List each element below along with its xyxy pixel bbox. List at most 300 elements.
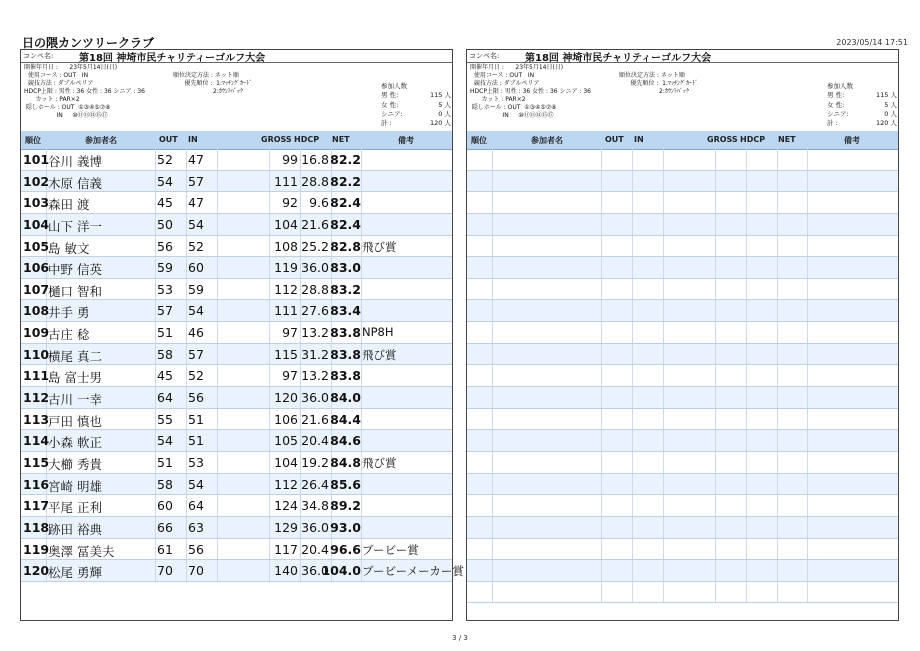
column-divider — [715, 236, 716, 257]
cell-rank: 111 — [23, 368, 50, 384]
column-divider — [777, 171, 778, 192]
column-divider — [217, 192, 218, 213]
column-divider — [632, 192, 633, 213]
count-label: 計 : — [827, 119, 838, 128]
count-label: 男 性: — [381, 91, 399, 100]
header-gross: GROSS — [707, 135, 738, 144]
column-divider — [663, 279, 664, 300]
column-divider — [632, 409, 633, 430]
cell-rank: 116 — [23, 476, 50, 492]
column-divider — [663, 214, 664, 235]
column-divider — [715, 452, 716, 473]
cell-in: 51 — [188, 411, 204, 427]
cell-out: 50 — [157, 216, 173, 232]
cell-in: 56 — [188, 390, 204, 406]
cell-rank: 104 — [23, 216, 50, 232]
count-title: 参加人数 — [381, 82, 407, 90]
cell-net: 83.4 — [330, 303, 361, 319]
column-divider — [807, 387, 808, 408]
column-divider — [715, 192, 716, 213]
cell-out: 70 — [157, 563, 173, 579]
cell-name: 跡田 裕典 — [48, 521, 102, 537]
column-divider — [807, 582, 808, 603]
column-divider — [217, 560, 218, 581]
cell-note: ブービー賞 — [362, 542, 419, 557]
cell-out: 45 — [157, 195, 173, 211]
empty-table-row — [467, 387, 898, 409]
table-row — [21, 300, 452, 322]
count-label: 女 性: — [381, 100, 399, 109]
cell-net: 82.4 — [330, 216, 361, 232]
column-divider — [777, 192, 778, 213]
cell-hdcp: 13.2 — [301, 325, 329, 341]
column-divider — [269, 171, 270, 192]
cell-in: 46 — [188, 325, 204, 341]
cell-net: 84.4 — [330, 411, 361, 427]
column-divider — [217, 539, 218, 560]
column-divider — [217, 257, 218, 278]
column-divider — [155, 517, 156, 538]
column-divider — [217, 236, 218, 257]
column-divider — [746, 430, 747, 451]
cell-name: 木原 信義 — [48, 175, 102, 191]
column-divider — [361, 300, 362, 321]
column-divider — [746, 517, 747, 538]
participant-counts — [827, 82, 897, 128]
column-divider — [632, 517, 633, 538]
column-divider — [632, 495, 633, 516]
column-divider — [601, 539, 602, 560]
column-divider — [601, 279, 602, 300]
column-divider — [777, 409, 778, 430]
cell-hdcp: 13.2 — [301, 368, 329, 384]
cell-net: 82.2 — [330, 173, 361, 189]
empty-table-row — [467, 214, 898, 236]
column-divider — [361, 214, 362, 235]
column-divider — [601, 365, 602, 386]
cell-rank: 114 — [23, 433, 50, 449]
table-row — [21, 517, 452, 539]
column-divider — [777, 149, 778, 170]
column-divider — [663, 430, 664, 451]
table-row — [21, 257, 452, 279]
competition-info: 開催年月日 : 23年5月14日(日) 使用コース : OUT IN 競技方法 : ダブルペリア HDCP上限 : 男性 : 36 女性 : 36 シニア : 36 カット : PAR×2 隠しホール : OUT ①③④⑤⑦⑧ IN ⑩⑪⑬⑭⑮⑰ — [470, 64, 592, 119]
column-divider — [217, 517, 218, 538]
cell-out: 59 — [157, 260, 173, 276]
column-divider — [715, 344, 716, 365]
column-divider — [663, 149, 664, 170]
cell-rank: 118 — [23, 519, 50, 535]
cell-name: 井手 勇 — [48, 305, 90, 321]
column-divider — [155, 539, 156, 560]
column-divider — [746, 409, 747, 430]
column-divider — [217, 149, 218, 170]
column-divider — [807, 300, 808, 321]
empty-table-row — [467, 279, 898, 301]
column-divider — [601, 560, 602, 581]
column-divider — [269, 257, 270, 278]
column-divider — [807, 171, 808, 192]
header-rank: 順位 — [471, 136, 487, 145]
column-divider — [217, 430, 218, 451]
column-divider — [186, 365, 187, 386]
column-divider — [777, 474, 778, 495]
column-divider — [663, 495, 664, 516]
count-label: シニア: — [381, 109, 403, 118]
header-rank: 順位 — [25, 136, 41, 145]
column-divider — [746, 257, 747, 278]
cell-note: 飛び賞 — [362, 239, 397, 254]
count-value: 0 人 — [884, 109, 897, 118]
column-divider — [746, 344, 747, 365]
cell-gross: 112 — [274, 476, 298, 492]
column-divider — [632, 452, 633, 473]
column-divider — [492, 257, 493, 278]
column-divider — [715, 322, 716, 343]
competition-name: 第18回 神埼市民チャリティーゴルフ大会 — [79, 53, 266, 64]
count-value: 115 人 — [876, 91, 897, 100]
column-divider — [601, 214, 602, 235]
column-divider — [807, 495, 808, 516]
cell-gross: 129 — [274, 519, 298, 535]
empty-table-row — [467, 430, 898, 452]
cell-name: 古庄 稔 — [48, 327, 90, 343]
results-table — [21, 149, 464, 582]
cell-gross: 124 — [274, 498, 298, 514]
cell-in: 52 — [188, 368, 204, 384]
header-net: NET — [778, 135, 796, 144]
count-label: 男 性: — [827, 91, 845, 100]
cell-hdcp: 36.0 — [301, 563, 329, 579]
cell-hdcp: 19.2 — [301, 454, 329, 470]
cell-note: 飛び賞 — [362, 347, 397, 362]
column-divider — [715, 517, 716, 538]
cell-net: 82.2 — [330, 152, 361, 167]
column-divider — [601, 322, 602, 343]
table-row — [21, 409, 452, 431]
header-out: OUT — [159, 135, 178, 144]
column-divider — [155, 387, 156, 408]
column-divider — [807, 236, 808, 257]
column-divider — [746, 171, 747, 192]
table-row — [21, 495, 452, 517]
column-divider — [155, 192, 156, 213]
column-divider — [186, 409, 187, 430]
column-divider — [186, 517, 187, 538]
competition-label: コンペ名: — [469, 52, 500, 60]
column-divider — [492, 322, 493, 343]
column-divider — [663, 409, 664, 430]
empty-table-row — [467, 236, 898, 258]
cell-rank: 106 — [23, 260, 50, 276]
column-divider — [601, 192, 602, 213]
cell-in: 54 — [188, 303, 204, 319]
cell-out: 58 — [157, 476, 173, 492]
column-divider — [186, 344, 187, 365]
column-divider — [492, 171, 493, 192]
cell-name: 大櫛 秀貴 — [48, 456, 102, 472]
column-divider — [300, 192, 301, 213]
empty-table-row — [467, 560, 898, 582]
cell-net: 104.0 — [321, 563, 361, 579]
column-divider — [269, 474, 270, 495]
column-divider — [492, 409, 493, 430]
club-name: 日の隈カンツリークラブ — [22, 36, 155, 50]
column-divider — [186, 171, 187, 192]
column-divider — [807, 149, 808, 170]
column-divider — [663, 344, 664, 365]
column-divider — [492, 214, 493, 235]
column-divider — [663, 192, 664, 213]
table-row — [21, 560, 464, 582]
column-divider — [492, 387, 493, 408]
column-divider — [807, 430, 808, 451]
column-divider — [777, 365, 778, 386]
cell-in: 53 — [188, 454, 204, 470]
cell-hdcp: 20.4 — [301, 433, 329, 449]
column-divider — [269, 236, 270, 257]
cell-net: 89.2 — [330, 498, 361, 514]
header-gross: GROSS — [261, 135, 292, 144]
column-divider — [632, 387, 633, 408]
cell-name: 樋口 智和 — [48, 283, 102, 299]
cell-name: 山下 洋一 — [48, 218, 102, 234]
count-label: 計 : — [381, 119, 392, 128]
column-divider — [217, 387, 218, 408]
column-divider — [663, 560, 664, 581]
column-divider — [632, 430, 633, 451]
cell-rank: 120 — [23, 563, 50, 579]
results-table-empty — [467, 149, 898, 603]
cell-rank: 119 — [23, 541, 50, 557]
column-divider — [746, 560, 747, 581]
empty-table-row — [467, 495, 898, 517]
column-divider — [663, 582, 664, 603]
cell-rank: 109 — [23, 325, 50, 341]
cell-hdcp: 21.6 — [301, 411, 329, 427]
column-divider — [807, 539, 808, 560]
column-divider — [269, 344, 270, 365]
empty-table-row — [467, 517, 898, 539]
cell-in: 47 — [188, 152, 204, 167]
cell-in: 57 — [188, 346, 204, 362]
column-divider — [715, 582, 716, 603]
column-divider — [186, 539, 187, 560]
column-divider — [601, 474, 602, 495]
column-divider — [361, 365, 362, 386]
column-divider — [186, 322, 187, 343]
column-divider — [492, 192, 493, 213]
header-out: OUT — [605, 135, 624, 144]
cell-out: 56 — [157, 238, 173, 254]
column-divider — [777, 344, 778, 365]
header-in: IN — [188, 135, 198, 144]
column-divider — [807, 409, 808, 430]
competition-info: 開催年月日 : 23年5月14日(日) 使用コース : OUT IN 競技方法 : ダブルペリア HDCP上限 : 男性 : 36 女性 : 36 シニア : 36 カット : PAR×2 隠しホール : OUT ①③④⑤⑦⑧ IN ⑩⑪⑬⑭⑮⑰ — [24, 64, 146, 119]
cell-gross: 117 — [274, 541, 298, 557]
column-divider — [269, 149, 270, 170]
empty-table-row — [467, 257, 898, 279]
column-divider — [715, 279, 716, 300]
cell-name: 島 富士男 — [48, 370, 102, 386]
column-divider — [807, 474, 808, 495]
cell-in: 52 — [188, 238, 204, 254]
competition-label: コンペ名: — [23, 52, 54, 60]
cell-net: 93.0 — [330, 519, 361, 535]
cell-out: 64 — [157, 390, 173, 406]
cell-hdcp: 25.2 — [301, 238, 329, 254]
column-divider — [715, 474, 716, 495]
column-divider — [632, 257, 633, 278]
cell-gross: 97 — [282, 325, 298, 341]
column-divider — [601, 257, 602, 278]
competition-name: 第18回 神埼市民チャリティーゴルフ大会 — [525, 53, 712, 64]
cell-gross: 106 — [274, 411, 298, 427]
cell-net: 84.0 — [330, 390, 361, 406]
column-divider — [746, 539, 747, 560]
column-divider — [663, 387, 664, 408]
cell-net: 83.8 — [330, 368, 361, 384]
column-divider — [601, 344, 602, 365]
column-divider — [155, 236, 156, 257]
column-divider — [807, 322, 808, 343]
cell-hdcp: 21.6 — [301, 216, 329, 232]
empty-table-row — [467, 539, 898, 561]
column-divider — [155, 365, 156, 386]
column-divider — [663, 539, 664, 560]
column-divider — [492, 560, 493, 581]
table-row — [21, 365, 452, 387]
table-header — [467, 131, 898, 150]
column-divider — [807, 214, 808, 235]
column-divider — [186, 279, 187, 300]
table-row — [21, 387, 452, 409]
column-divider — [807, 517, 808, 538]
column-divider — [186, 430, 187, 451]
cell-hdcp: 36.0 — [301, 519, 329, 535]
cell-hdcp: 27.6 — [301, 303, 329, 319]
empty-table-row — [467, 344, 898, 366]
table-row — [21, 452, 452, 474]
column-divider — [632, 214, 633, 235]
count-label: 女 性: — [827, 100, 845, 109]
header-net: NET — [332, 135, 350, 144]
cell-net: 83.8 — [330, 325, 361, 341]
column-divider — [663, 517, 664, 538]
cell-name: 奥澤 冨美夫 — [48, 543, 115, 559]
column-divider — [777, 257, 778, 278]
column-divider — [715, 387, 716, 408]
print-datetime: 2023/05/14 17:51 — [836, 38, 908, 47]
column-divider — [155, 452, 156, 473]
table-row — [21, 322, 452, 344]
cell-hdcp: 34.8 — [301, 498, 329, 514]
cell-net: 83.8 — [330, 346, 361, 362]
cell-gross: 92 — [282, 195, 298, 211]
ranking-rules: 順位決定方法 : ネット順 優先順位 : 1:ﾏｯﾁﾝｸﾞｶｰﾄﾞ 2:ｶｳﾝﾄﾊﾞｯｸ — [619, 72, 699, 95]
column-divider — [492, 539, 493, 560]
column-divider — [269, 387, 270, 408]
column-divider — [746, 474, 747, 495]
cell-gross: 111 — [274, 173, 298, 189]
column-divider — [269, 517, 270, 538]
column-divider — [807, 344, 808, 365]
column-divider — [777, 539, 778, 560]
cell-hdcp: 31.2 — [301, 346, 329, 362]
column-divider — [746, 214, 747, 235]
column-divider — [746, 279, 747, 300]
column-divider — [186, 474, 187, 495]
column-divider — [155, 214, 156, 235]
column-divider — [217, 322, 218, 343]
cell-name: 宮崎 明雄 — [48, 478, 102, 494]
column-divider — [777, 560, 778, 581]
cell-note: 飛び賞 — [362, 455, 397, 470]
column-divider — [632, 560, 633, 581]
cell-out: 51 — [157, 325, 173, 341]
column-divider — [155, 300, 156, 321]
cell-rank: 105 — [23, 238, 50, 254]
count-value: 120 人 — [430, 119, 451, 128]
column-divider — [601, 171, 602, 192]
column-divider — [746, 387, 747, 408]
count-value: 5 人 — [884, 100, 897, 109]
column-divider — [715, 430, 716, 451]
column-divider — [715, 495, 716, 516]
cell-gross: 111 — [274, 303, 298, 319]
competition-title-bar — [467, 50, 898, 63]
cell-gross: 112 — [274, 281, 298, 297]
cell-rank: 113 — [23, 411, 50, 427]
cell-in: 54 — [188, 476, 204, 492]
column-divider — [217, 279, 218, 300]
cell-net: 82.4 — [330, 195, 361, 211]
column-divider — [663, 236, 664, 257]
column-divider — [361, 387, 362, 408]
column-divider — [492, 517, 493, 538]
cell-note: ブービーメーカー賞 — [362, 564, 464, 579]
column-divider — [632, 171, 633, 192]
column-divider — [746, 322, 747, 343]
column-divider — [807, 279, 808, 300]
count-value: 5 人 — [438, 100, 451, 109]
column-divider — [361, 474, 362, 495]
cell-out: 45 — [157, 368, 173, 384]
cell-in: 60 — [188, 260, 204, 276]
cell-rank: 112 — [23, 390, 50, 406]
column-divider — [492, 300, 493, 321]
empty-table-row — [467, 474, 898, 496]
cell-hdcp: 36.0 — [301, 390, 329, 406]
column-divider — [777, 387, 778, 408]
cell-gross: 99 — [282, 152, 298, 167]
header-hdcp: HDCP — [294, 135, 320, 144]
cell-hdcp: 28.8 — [301, 173, 329, 189]
cell-out: 53 — [157, 281, 173, 297]
column-divider — [492, 279, 493, 300]
table-row — [21, 279, 452, 301]
table-row — [21, 171, 452, 193]
cell-out: 51 — [157, 454, 173, 470]
count-title: 参加人数 — [827, 82, 853, 90]
cell-name: 横尾 真二 — [48, 348, 102, 364]
column-divider — [155, 257, 156, 278]
column-divider — [361, 409, 362, 430]
cell-name: 森田 渡 — [48, 197, 90, 213]
column-divider — [632, 474, 633, 495]
column-divider — [715, 560, 716, 581]
table-row — [21, 474, 452, 496]
